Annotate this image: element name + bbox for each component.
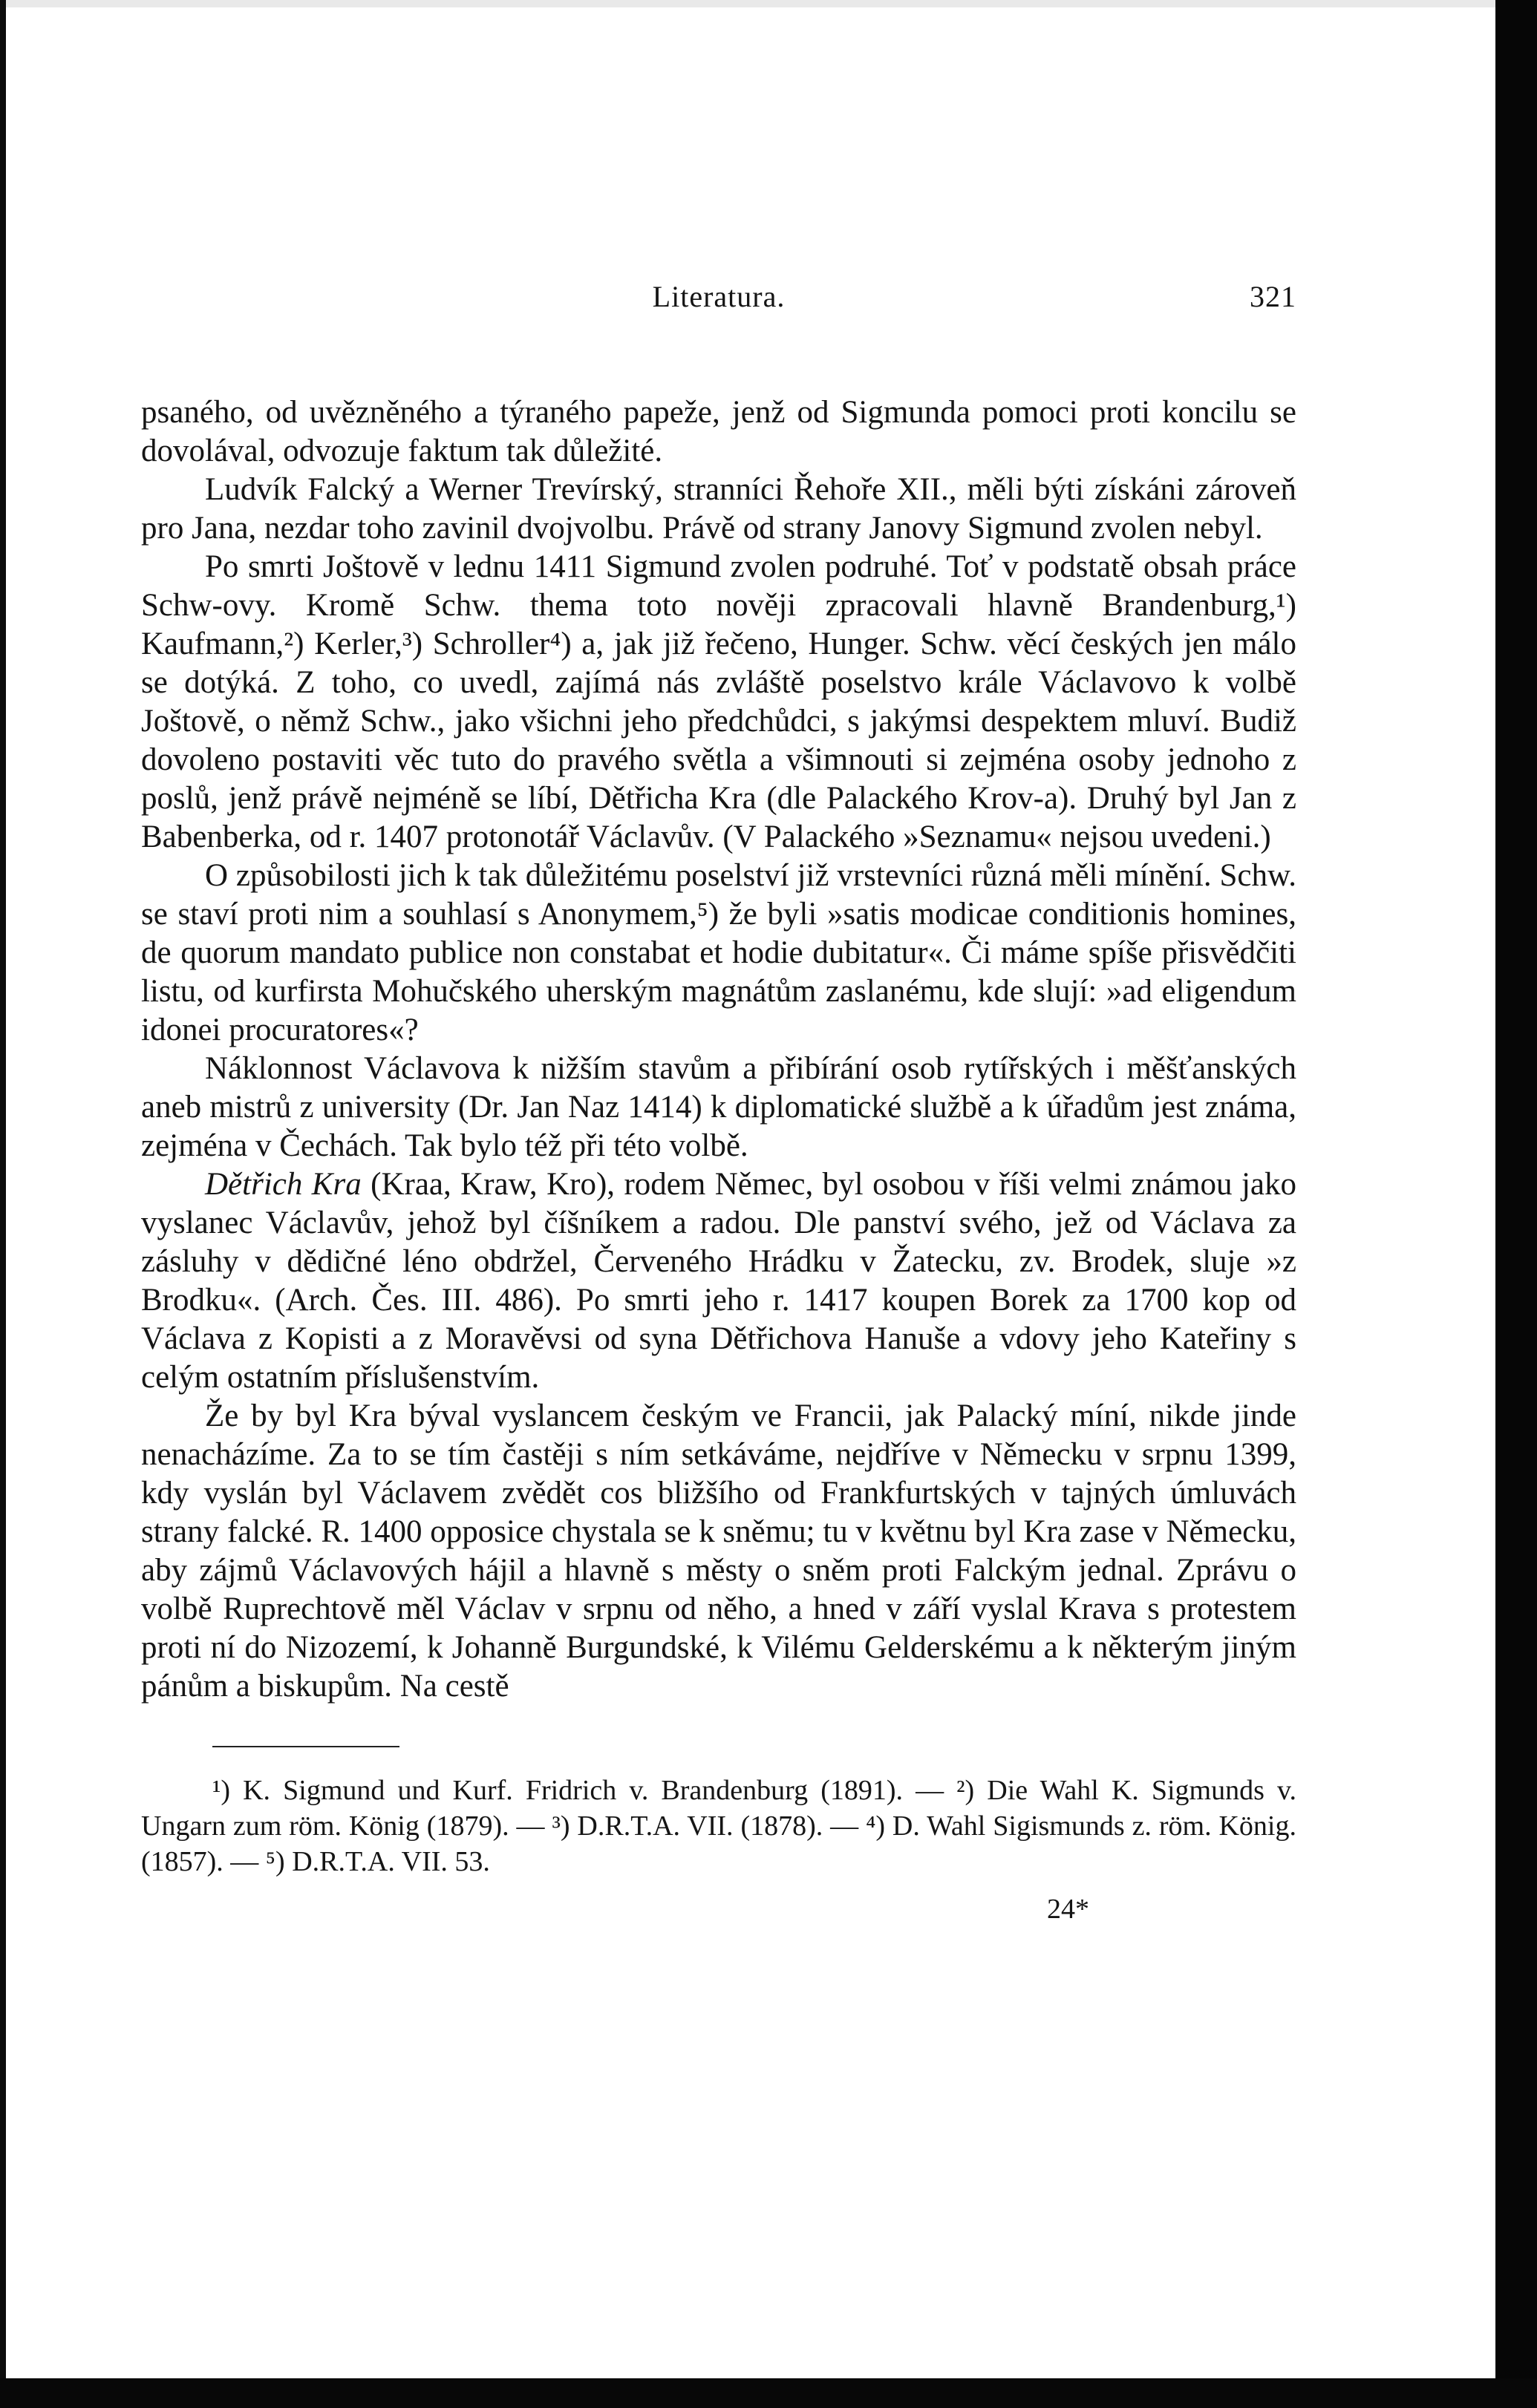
scan-left-edge	[0, 0, 6, 2408]
paragraph-6	[141, 1165, 1296, 1397]
main-text	[141, 393, 1296, 1706]
paragraph-7: Že by byl Kra býval vyslancem českým ve Francii, jak Palacký míní, nikde jinde nenacházíme. Za to se tím častěji s ním setkáváme, nejdříve v Německu v srpnu 1399, kdy vyslán byl Václavem zvědět cos bližšího od Frankfurtských v tajných úmluvách strany falcké. R. 1400 opposice chystala se k sněmu; tu v květnu byl Kra zase v Německu, aby zájmů Václavových hájil a hlavně s městy o sněm proti Falckým jednal. Zprávu o volbě Ruprechtově měl Václav v srpnu od něho, a hned v září vyslal Krava s protestem proti ní do Nizozemí, k Johanně Burgundské, k Vilému Gelderskému a k některým jiným pánům a biskupům. Na cestě	[141, 1398, 1296, 1704]
paragraph-6-text: (Kraa, Kraw, Kro), rodem Němec, byl osobou v říši velmi známou jako vyslanec Václavův, jehož byl číšníkem a radou. Dle panství svého, jež od Václava za zásluhy v dědičné léno obdržel, Červeného Hrádku v Žatecku, zv. Brodek, sluje »z Brodku«. (Arch. Čes. III. 486). Po smrti jeho r. 1417 koupen Borek za 1700 kop od Václava z Kopisti a z Moravěvsi od syna Dětřichova Hanuše a vdovy jeho Kateřiny s celým ostatním příslušenstvím.	[141, 1167, 1296, 1395]
scan-right-edge	[1495, 0, 1537, 2408]
paragraph-4: O způsobilosti jich k tak důležitému poselství již vrstevníci různá měli mínění. Schw. se staví proti nim a souhlasí s Anonymem,⁵) že byli »satis modicae conditionis homines, de quorum mandato publice non constabat et hodie dubitatur«. Či máme spíše přisvědčiti listu, od kurfirsta Mohučského uherským magnátům zaslanému, kde slují: »ad eligendum idonei procuratores«?	[141, 858, 1296, 1047]
scan-top-edge	[0, 0, 1537, 7]
printer-signature: 24*	[1047, 1894, 1089, 1925]
running-header	[141, 279, 1296, 331]
footnotes	[141, 1773, 1296, 1879]
footnote-rule	[212, 1746, 399, 1747]
paragraph-5: Náklonnost Václavova k nižším stavům a přibírání osob rytířských i měšťanských aneb mistrů z university (Dr. Jan Naz 1414) k diplomatické službě a k úřadům jest známa, zejména v Čechách. Tak bylo též při této volbě.	[141, 1051, 1296, 1163]
paragraph-3: Po smrti Joštově v lednu 1411 Sigmund zvolen podruhé. Toť v podstatě obsah práce Schw-ovy. Kromě Schw. thema toto nověji zpracovali hlavně Brandenburg,¹) Kaufmann,²) Kerler,³) Schroller⁴) a, jak již řečeno, Hunger. Schw. věcí českých jen málo se dotýká. Z toho, co uvedl, zajímá nás zvláště poselstvo krále Václavovo k volbě Joštově, o němž Schw., jako všichni jeho předchůdci, s jakýmsi despektem mluví. Budiž dovoleno postaviti věc tuto do pravého světla a všimnouti si zejména osoby jednoho z poslů, jenž právě nejméně se líbí, Dětřicha Kra (dle Palackého Krov-a). Druhý byl Jan z Babenberka, od r. 1407 protonotář Václavův. (V Palackého »Seznamu« nejsou uvedeni.)	[141, 549, 1296, 854]
footnote-text: ¹) K. Sigmund und Kurf. Fridrich v. Brandenburg (1891). — ²) Die Wahl K. Sigmunds v. Ungarn zum röm. König (1879). — ³) D.R.T.A. VII. (1878). — ⁴) D. Wahl Sigismunds z. röm. König. (1857). — ⁵) D.R.T.A. VII. 53.	[141, 1775, 1296, 1877]
page-number: 321	[1250, 280, 1296, 313]
italic-name: Dětřich Kra	[205, 1167, 362, 1202]
paragraph-2: Ludvík Falcký a Werner Trevírský, stranníci Řehoře XII., měli býti získáni zároveň pro Jana, nezdar toho zavinil dvojvolbu. Právě od strany Janovy Sigmund zvolen nebyl.	[141, 472, 1296, 546]
running-title: Literatura.	[652, 280, 786, 313]
book-page	[141, 279, 1296, 1926]
paragraph-1: psaného, od uvězněného a týraného papeže, jenž od Sigmunda pomoci proti koncilu se dovolával, odvozuje faktum tak důležité.	[141, 395, 1296, 468]
scan-bottom-edge	[0, 2378, 1537, 2408]
